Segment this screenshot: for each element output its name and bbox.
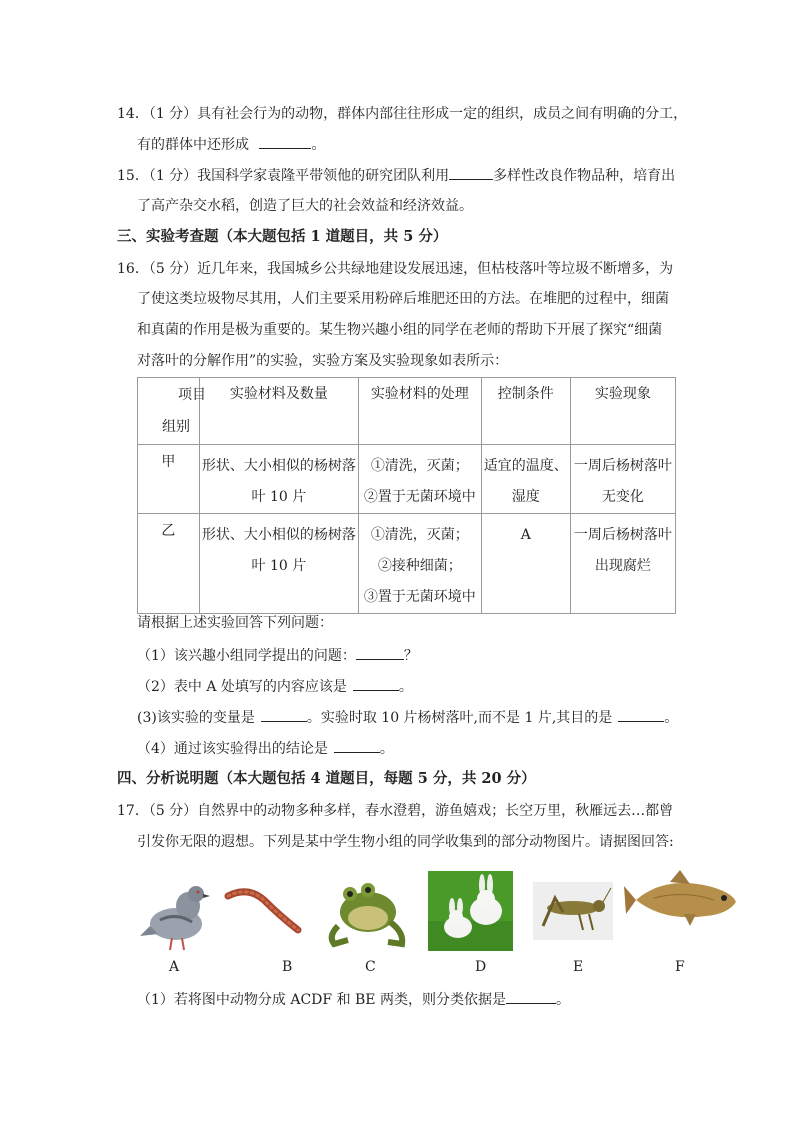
condition-cell: A: [481, 514, 570, 614]
col-header-result: 实验现象: [570, 378, 675, 445]
q15-line1: [117, 165, 675, 186]
material-cell: [199, 514, 358, 614]
treatment-cell: [358, 514, 481, 614]
q14-answer-blank[interactable]: [259, 134, 311, 149]
material-line: 形状、大小相似的杨树落: [201, 527, 356, 543]
q16-intro: 请根据上述实验回答下列问题：: [137, 615, 333, 631]
treatment-line: ①清洗，灭菌；: [370, 458, 469, 474]
q14-end: 。: [311, 137, 326, 153]
q16-sub4-text: （4）通过该实验得出的结论是: [137, 741, 328, 757]
q16-sub4-end: 。: [379, 741, 394, 757]
experiment-table: [137, 377, 676, 614]
result-line: 一周后杨树落叶: [573, 458, 672, 474]
q17-sub1-blank[interactable]: [506, 989, 556, 1004]
table-row: [138, 445, 676, 514]
picture-label-c: C: [365, 959, 376, 975]
q16-sub4: [137, 738, 394, 759]
corner-bottom-label: 组别: [162, 419, 190, 435]
treatment-line: ①清洗，灭菌；: [370, 527, 469, 543]
material-cell: [199, 445, 358, 514]
q15-answer-blank[interactable]: [449, 165, 493, 180]
section4-title: 四、分析说明题（本大题包括 4 道题目，每题 5 分，共 20 分）: [117, 770, 536, 787]
q16-line1: 16．（5 分）近几年来，我国城乡公共绿地建设发展迅速，但枯枝落叶等垃圾不断增多，为: [117, 261, 674, 277]
q14-text: 有的群体中还形成: [137, 137, 249, 153]
table-row: [138, 514, 676, 614]
q16-sub2: [137, 676, 413, 697]
grasshopper-icon: [533, 882, 613, 940]
pigeon-icon: [140, 876, 212, 952]
col-header-treatment: 实验材料的处理: [358, 378, 481, 445]
q16-sub2-end: 。: [398, 679, 413, 695]
q16-sub3-blank2[interactable]: [618, 707, 664, 722]
material-line: 形状、大小相似的杨树落: [201, 458, 356, 474]
q16-sub3-end: 。: [664, 710, 679, 726]
q16-sub3: [137, 707, 678, 728]
q17-sub1-end: 。: [555, 992, 570, 1008]
frog-icon: [324, 876, 408, 948]
q14-line2: [137, 134, 325, 155]
result-line: 一周后杨树落叶: [573, 527, 672, 543]
material-line: 叶 10 片: [251, 489, 307, 505]
treatment-line: ②置于无菌环境中: [363, 489, 476, 505]
q17-sub1-text: （1）若将图中动物分成 ACDF 和 BE 两类，则分类依据是: [137, 992, 506, 1008]
section3-title: 三、实验考查题（本大题包括 1 道题目，共 5 分）: [117, 228, 448, 245]
picture-label-f: F: [675, 959, 685, 975]
q16-line2: 了使这类垃圾物尽其用，人们主要采用粉碎后堆肥还田的方法。在堆肥的过程中，细菌: [137, 291, 669, 307]
treatment-cell: [358, 445, 481, 514]
q16-sub3-blank1[interactable]: [261, 707, 307, 722]
q15-line2: 了高产杂交水稻，创造了巨大的社会效益和经济效益。: [137, 198, 473, 214]
condition-cell: [481, 445, 570, 514]
q16-sub2-blank[interactable]: [353, 676, 399, 691]
q16-sub2-text: （2）表中 A 处填写的内容应该是: [137, 679, 347, 695]
picture-label-a: A: [169, 959, 180, 975]
carp-fish-icon: [624, 868, 744, 932]
treatment-line: ③置于无菌环境中: [363, 589, 476, 605]
q16-line3: 和真菌的作用是极为重要的。某生物兴趣小组的同学在老师的帮助下开展了探究“细菌: [137, 322, 663, 338]
rabbits-icon: [428, 871, 513, 951]
q15-text-b: 多样性改良作物品种，培育出: [493, 168, 676, 184]
picture-label-d: D: [475, 959, 487, 975]
group-cell: 甲: [138, 445, 200, 514]
q16-sub3-text-a: (3)该实验的变量是: [137, 710, 255, 726]
q16-sub1: [137, 645, 418, 666]
q16-sub1-end: ？: [403, 648, 418, 664]
earthworm-icon: [224, 886, 306, 940]
q16-sub4-blank[interactable]: [334, 738, 380, 753]
condition-line: 湿度: [511, 489, 540, 505]
picture-label-b: B: [282, 959, 293, 975]
picture-label-e: E: [573, 959, 584, 975]
q16-line4: 对落叶的分解作用”的实验，实验方案及实验现象如表所示：: [137, 353, 509, 369]
table-corner-cell: [138, 378, 206, 445]
q17-sub1: [137, 989, 570, 1010]
condition-line: 适宜的温度、: [483, 458, 568, 474]
q17-line2: 引发你无限的遐想。下列是某中学生物小组的同学收集到的部分动物图片。请据图回答:: [137, 834, 674, 850]
result-cell: [570, 514, 675, 614]
result-line: 无变化: [601, 489, 644, 505]
col-header-material: 实验材料及数量: [199, 378, 358, 445]
q16-sub1-text: （1）该兴趣小组同学提出的问题：: [137, 648, 356, 664]
treatment-line: ②接种细菌；: [377, 558, 462, 574]
table-header-row: [138, 378, 676, 445]
q15-text-a: 15．（1 分）我国科学家袁隆平带领他的研究团队利用: [117, 168, 450, 184]
corner-top-label: 项目: [178, 387, 206, 403]
q16-sub1-blank[interactable]: [356, 645, 404, 660]
material-line: 叶 10 片: [251, 558, 307, 574]
group-cell: 乙: [138, 514, 200, 614]
col-header-condition: 控制条件: [481, 378, 570, 445]
result-line: 出现腐烂: [594, 558, 651, 574]
q16-sub3-text-b: 。实验时取 10 片杨树落叶,而不是 1 片,其目的是: [306, 710, 613, 726]
result-cell: [570, 445, 675, 514]
q17-line1: 17．（5 分）自然界中的动物多种多样，春水澄碧，游鱼嬉戏；长空万里，秋雁远去…都曾: [117, 803, 674, 819]
q14-line1: 14．（1 分）具有社会行为的动物，群体内部往往形成一定的组织，成员之间有明确的分工，: [117, 106, 688, 122]
